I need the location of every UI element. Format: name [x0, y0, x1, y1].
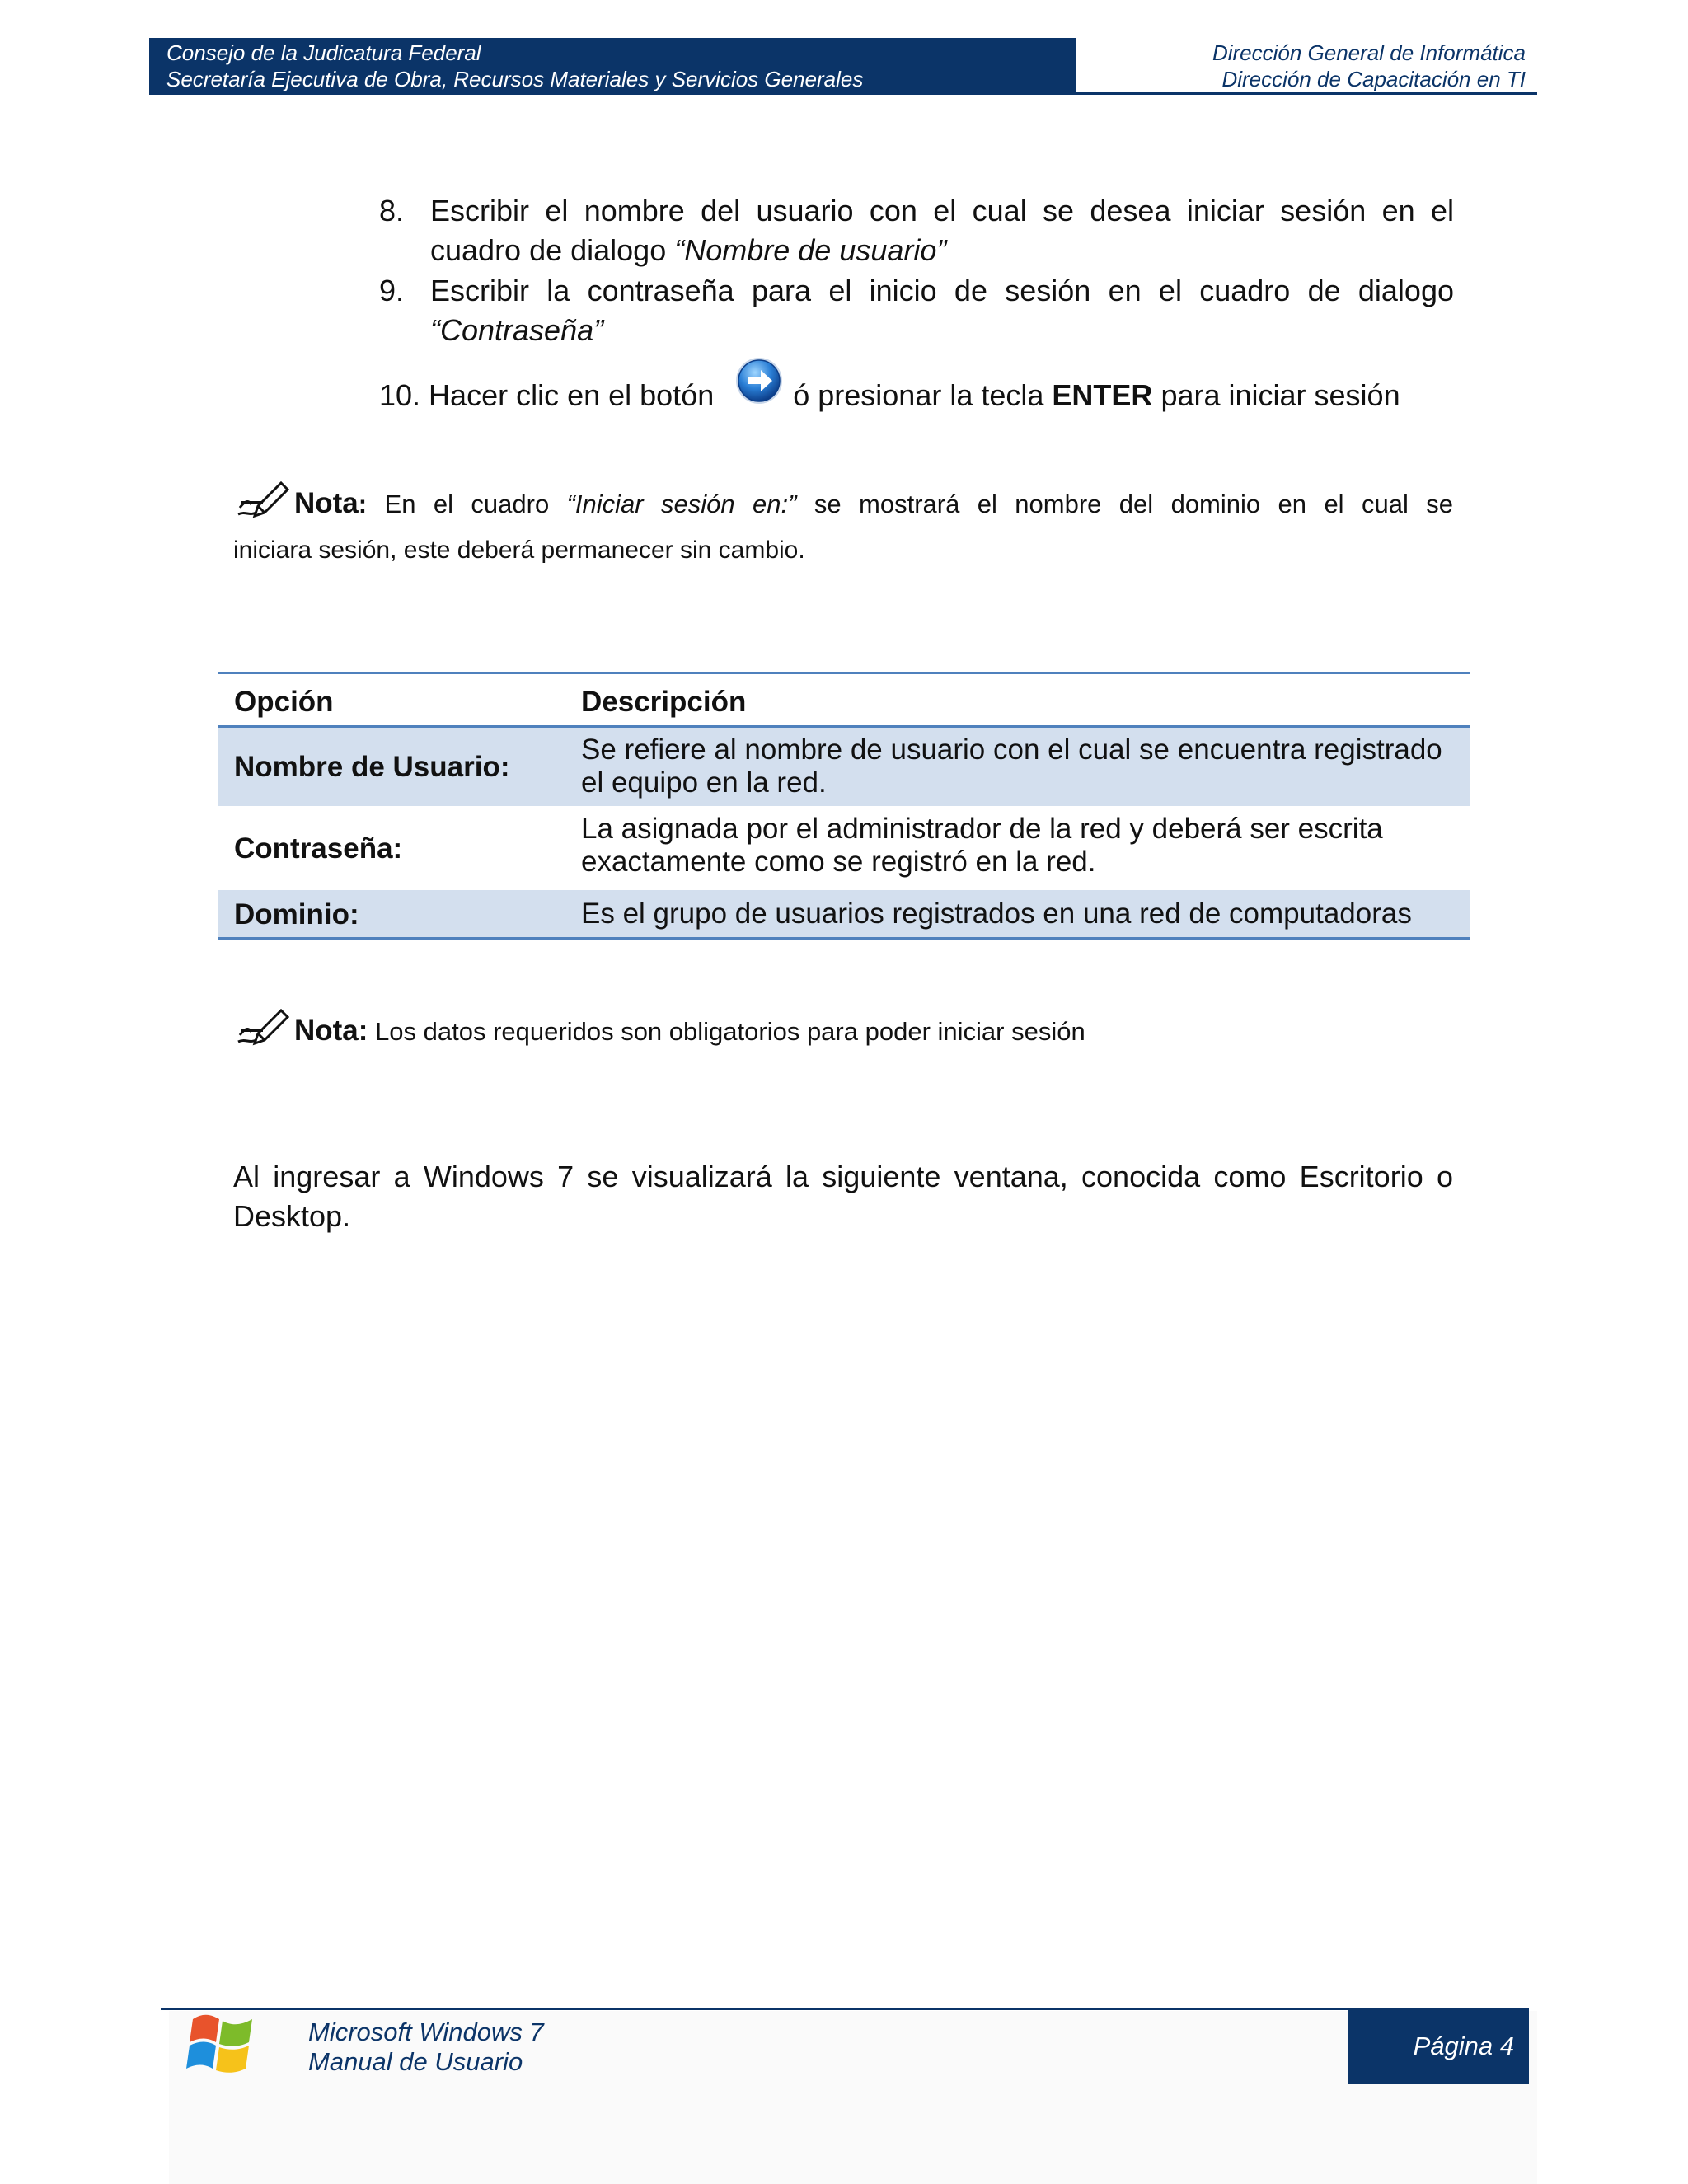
step-8-text-cont: cuadro de dialogo [430, 233, 667, 267]
step-9-italic: “Contraseña” [430, 313, 604, 347]
header-left-line1: Consejo de la Judicatura Federal [166, 40, 481, 65]
header-left-line2: Secretaría Ejecutiva de Obra, Recursos Materiales y Servicios Generales [166, 67, 864, 91]
header-right-line2: Dirección de Capacitación en TI [1221, 67, 1526, 91]
note-1-text-c: iniciara sesión, este deberá permanecer sin cambio. [233, 537, 805, 564]
step-10-key: ENTER [1052, 378, 1153, 412]
page-number: Página 4 [1348, 2008, 1529, 2084]
note-2-text: Los datos requeridos son obligatorios para poder iniciar sesión [375, 1017, 1085, 1046]
pencil-writing-icon [233, 1005, 293, 1048]
step-8-text: Escribir el nombre del usuario con el cual se desea iniciar sesión en el [430, 194, 1454, 227]
note-1-italic: “Iniciar sesión en:” [566, 490, 797, 518]
header-rule [149, 92, 1537, 95]
step-10-prefix: 10. Hacer clic en el botón [379, 378, 715, 412]
table-row [218, 728, 1470, 806]
table-cell-desc-line2: exactamente como se registró en la red. [581, 846, 1096, 878]
note-domain [233, 478, 1453, 567]
table-cell-desc-line1: Es el grupo de usuarios registrados en una red de computadoras [581, 898, 1412, 930]
step-8-number: 8. [379, 194, 405, 227]
windows-logo-icon [183, 2008, 259, 2082]
step-9-number: 9. [379, 274, 405, 307]
table-header-row [218, 674, 1470, 728]
step-9 [379, 271, 1454, 350]
footer-title-line1: Microsoft Windows 7 [308, 2018, 544, 2046]
table-header-option: Opción [234, 686, 334, 718]
table-cell-desc-line2: el equipo en la red. [581, 766, 827, 799]
table-row [218, 806, 1470, 890]
table-header-description: Descripción [581, 686, 747, 718]
table-cell-option: Dominio: [234, 898, 359, 930]
header-department [1076, 38, 1537, 94]
paragraph-line2: Desktop. [233, 1199, 351, 1233]
header-institution [149, 38, 1076, 94]
footer-title [308, 2018, 544, 2077]
step-9-text: Escribir la contraseña para el inicio de sesión en el cuadro de dialogo [430, 274, 1454, 307]
note-2-label: Nota: [294, 1015, 368, 1047]
step-8-italic: “Nombre de usuario” [674, 233, 947, 267]
arrow-right-circle-icon[interactable] [733, 354, 785, 407]
footer-rule [161, 2008, 1348, 2010]
note-1-colon: : [358, 490, 368, 518]
footer-title-line2: Manual de Usuario [308, 2047, 523, 2076]
table-cell-option: Nombre de Usuario: [234, 751, 510, 783]
paragraph-line1: Al ingresar a Windows 7 se visualizará la siguiente ventana, conocida como Escritorio o [233, 1160, 1453, 1193]
header-right-line1: Dirección General de Informática [1212, 40, 1526, 65]
note-1-label: Nota [294, 487, 359, 519]
step-10-suffix: para iniciar sesión [1160, 378, 1400, 412]
step-10-middle: ó presionar la tecla [793, 378, 1044, 412]
table-cell-desc-line1: Se refiere al nombre de usuario con el cual se encuentra registrado [581, 733, 1442, 766]
desktop-paragraph [233, 1157, 1453, 1236]
table-row [218, 890, 1470, 940]
note-1-text-a: En el cuadro [384, 490, 550, 518]
pencil-writing-icon [233, 478, 293, 521]
step-8 [379, 191, 1454, 270]
table-cell-option: Contraseña: [234, 832, 403, 865]
note-required [233, 1005, 1453, 1048]
note-1-text-b: se mostrará el nombre del dominio en el cual se [814, 490, 1453, 518]
table-cell-desc-line1: La asignada por el administrador de la red y deberá ser escrita [581, 813, 1383, 845]
step-10 [379, 376, 1400, 415]
